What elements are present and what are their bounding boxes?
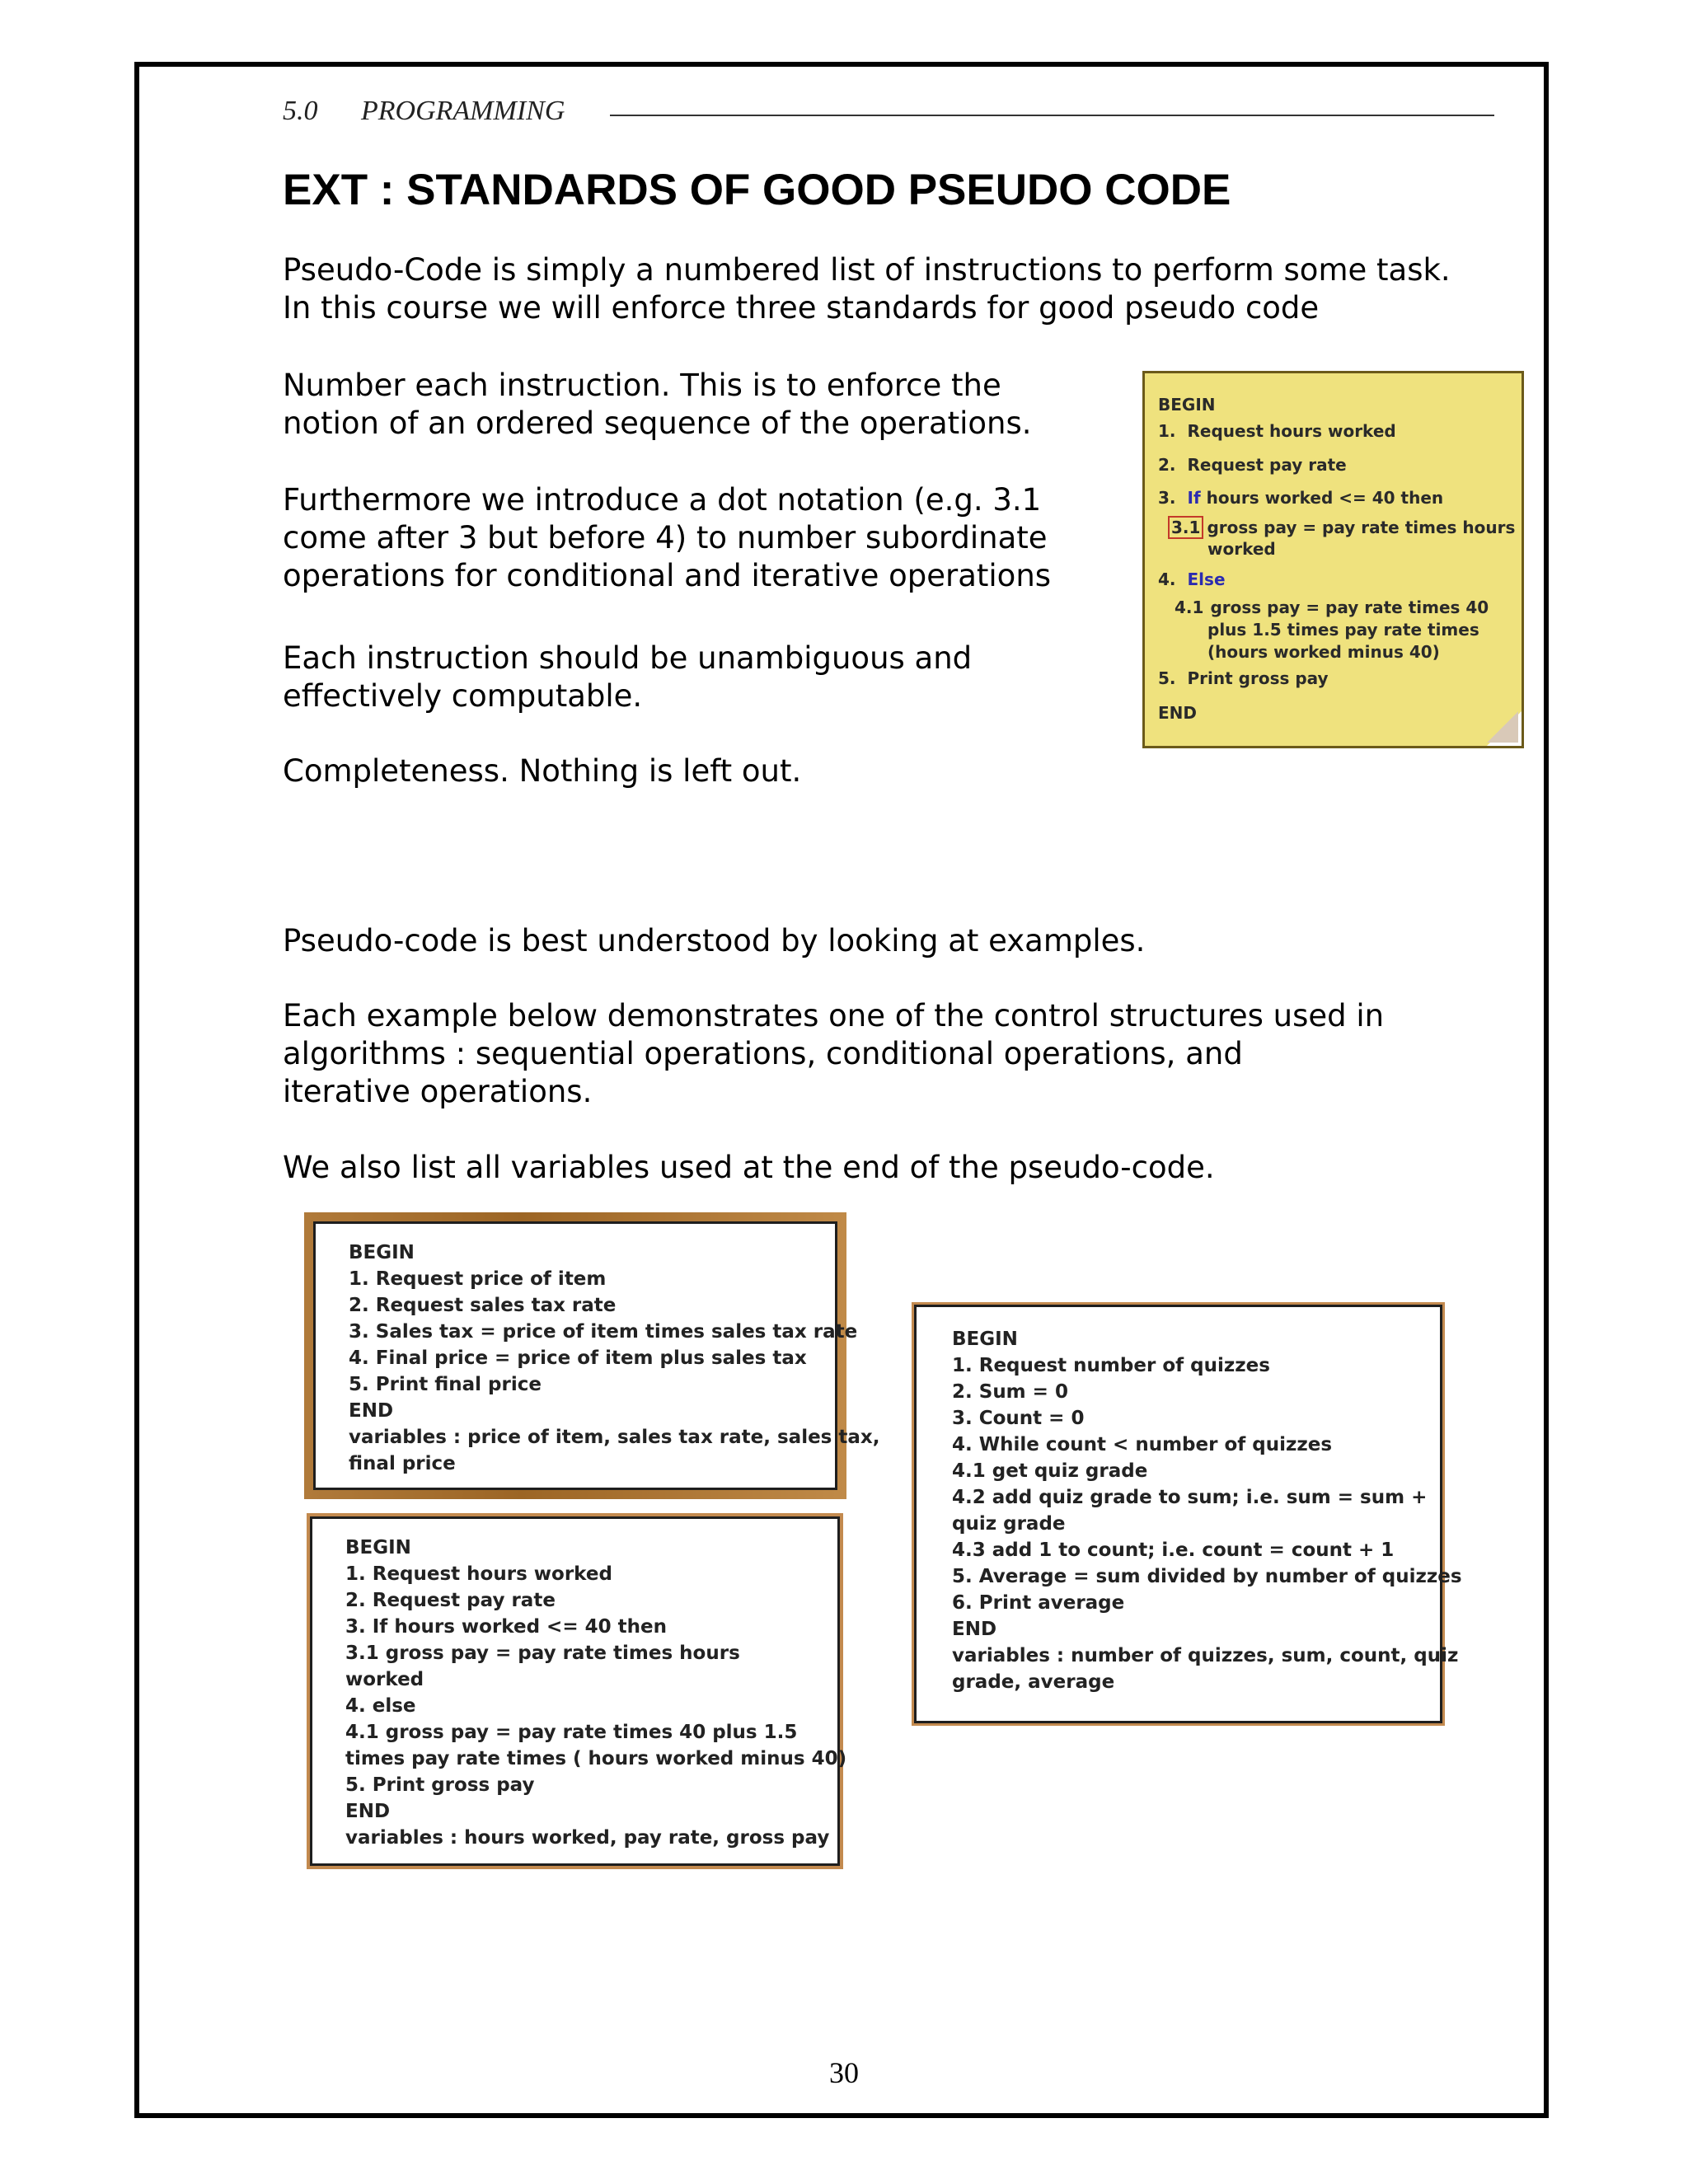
standard-unambiguous-line-1: Each instruction should be unambiguous and [283,640,973,676]
note-begin: BEGIN [1158,395,1216,415]
note-step-2 [1158,455,1347,475]
note-step-2-text: Request pay rate [1187,455,1347,475]
section-number: 5.0 [283,96,318,126]
iter-line-9: 5. Average = sum divided by number of quizzes [952,1566,1462,1587]
standard-completeness: Completeness. Nothing is left out. [283,753,802,789]
iter-line-3: 3. Count = 0 [952,1408,1085,1429]
note-step-2-num: 2. [1158,455,1176,475]
seq-line-1: 1. Request price of item [349,1268,607,1290]
standard-unambiguous-line-2: effectively computable. [283,678,643,714]
seq-line-8: final price [349,1453,456,1474]
cond-line-8: times pay rate times ( hours worked minus 40) [345,1748,847,1769]
note-step-3-1 [1168,516,1515,539]
note-step-3-text: hours worked <= 40 then [1206,488,1444,508]
cond-line-9: 5. Print gross pay [345,1774,535,1796]
note-step-1-text: Request hours worked [1187,421,1396,441]
cond-line-4: 3.1 gross pay = pay rate times hours [345,1643,740,1664]
cond-line-6: 4. else [345,1695,416,1717]
examples-intro: Pseudo-code is best understood by looking at examples. [283,923,1146,958]
cond-line-0: BEGIN [345,1537,411,1558]
seq-line-2: 2. Request sales tax rate [349,1295,617,1316]
cond-line-11: variables : hours worked, pay rate, gross pay [345,1827,830,1849]
iter-line-7: quiz grade [952,1513,1066,1535]
note-end: END [1158,703,1198,723]
note-step-3-1-cont: worked [1207,539,1276,559]
cond-line-1: 1. Request hours worked [345,1563,612,1585]
control-structures-line-1: Each example below demonstrates one of the control structures used in [283,998,1385,1033]
note-step-3-1-num-highlight: 3.1 [1168,516,1203,539]
sticky-note-example [1142,371,1524,748]
section-title: PROGRAMMING [361,96,565,126]
note-step-4-1-text: gross pay = pay rate times 40 [1210,598,1489,617]
example-conditional [307,1513,847,1869]
note-step-4-1-cont-2: (hours worked minus 40) [1207,642,1440,662]
iter-line-13: grade, average [952,1671,1115,1693]
cond-line-7: 4.1 gross pay = pay rate times 40 plus 1.5 [345,1722,798,1743]
standard-numbering-line-1: Number each instruction. This is to enforce the [283,368,1001,403]
iter-line-4: 4. While count < number of quizzes [952,1434,1333,1455]
iter-line-2: 2. Sum = 0 [952,1381,1068,1403]
cond-line-10: END [345,1801,391,1822]
example-sequential [304,1212,880,1499]
iter-line-8: 4.3 add 1 to count; i.e. count = count + 1 [952,1540,1395,1561]
iter-line-1: 1. Request number of quizzes [952,1355,1270,1376]
note-step-3 [1158,488,1443,508]
header-rule [610,115,1494,116]
intro-line-1: Pseudo-Code is simply a numbered list of instructions to perform some task. [283,252,1451,288]
control-structures-line-3: iterative operations. [283,1074,593,1109]
standard-numbering-line-2: notion of an ordered sequence of the operations. [283,405,1032,441]
cond-line-2: 2. Request pay rate [345,1590,556,1611]
cond-line-3: 3. If hours worked <= 40 then [345,1616,667,1638]
iter-line-5: 4.1 get quiz grade [952,1460,1148,1482]
seq-line-5: 5. Print final price [349,1374,542,1395]
page-title: EXT : STANDARDS OF GOOD PSEUDO CODE [283,166,1231,214]
note-step-1-num: 1. [1158,421,1176,441]
note-step-3-1-text: gross pay = pay rate times hours [1207,518,1516,537]
iter-line-12: variables : number of quizzes, sum, count, quiz [952,1645,1459,1666]
page-number: 30 [829,2056,859,2089]
iter-line-0: BEGIN [952,1329,1018,1350]
note-step-4-1 [1175,598,1489,617]
example-iterative [912,1302,1462,1726]
standard-dot-line-2: come after 3 but before 4) to number subordinate [283,520,1048,555]
note-step-4-1-cont-1: plus 1.5 times pay rate times [1207,620,1479,640]
running-header [283,92,1494,134]
note-step-4-1-num: 4.1 [1175,598,1204,617]
note-step-3-keyword: If [1187,488,1201,508]
iter-line-10: 6. Print average [952,1592,1125,1614]
seq-line-7: variables : price of item, sales tax rate, sales tax, [349,1427,880,1448]
intro-line-2: In this course we will enforce three standards for good pseudo code [283,290,1320,326]
note-step-5 [1158,668,1329,688]
control-structures-line-2: algorithms : sequential operations, conditional operations, and [283,1036,1243,1071]
cond-line-5: worked [345,1669,424,1690]
iter-line-6: 4.2 add quiz grade to sum; i.e. sum = sum + [952,1487,1428,1508]
variables-note: We also list all variables used at the end of the pseudo-code. [283,1150,1215,1185]
example-iterative-card [914,1305,1462,1723]
seq-line-0: BEGIN [349,1242,415,1263]
seq-line-3: 3. Sales tax = price of item times sales tax rate [349,1321,858,1343]
standard-dot-line-1: Furthermore we introduce a dot notation (e.g. 3.1 [283,482,1042,518]
note-step-5-num: 5. [1158,668,1176,688]
page-curl-shadow [1487,711,1518,743]
note-step-4 [1158,569,1226,589]
standard-dot-line-3: operations for conditional and iterative operations [283,558,1052,593]
note-step-1 [1158,421,1396,441]
example-conditional-card [310,1516,847,1866]
note-step-3-num: 3. [1158,488,1176,508]
note-step-4-keyword: Else [1187,569,1226,589]
note-step-4-num: 4. [1158,569,1176,589]
example-sequential-card [313,1221,880,1490]
iter-line-11: END [952,1619,997,1640]
note-step-5-text: Print gross pay [1187,668,1329,688]
seq-line-4: 4. Final price = price of item plus sales tax [349,1347,807,1369]
seq-line-6: END [349,1400,394,1422]
